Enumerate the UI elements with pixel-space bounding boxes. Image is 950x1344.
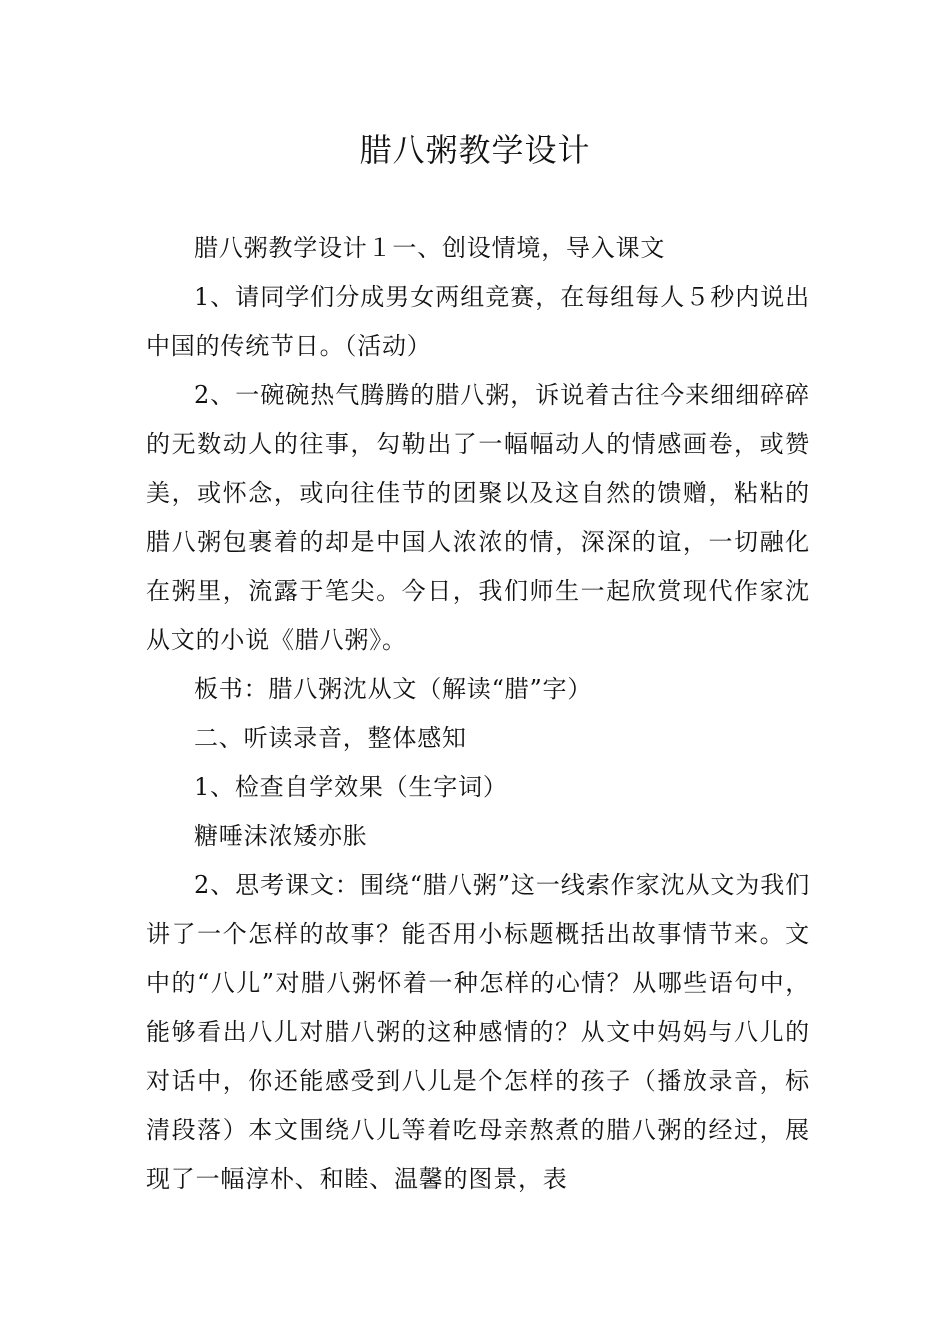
paragraph-introduction-text: 2、一碗碗热气腾腾的腊八粥，诉说着古往今来细细碎碎的无数动人的往事，勾勒出了一幅幅动人的情感画卷，或赞美，或怀念，或向往佳节的团聚以及这自然的馈赠，粘粘的腊八粥包裹着的却是中国人浓浓的情，深深的谊，一切融化在粥里，流露于笔尖。今日，我们师生一起欣赏现代作家沈从文的小说《腊八粥》。 (146, 381, 810, 654)
paragraph-blackboard: 板书：腊八粥沈从文（解读“腊”字） (194, 675, 593, 703)
paragraph-think-text: 2、思考课文：围绕“腊八粥”这一线索作家沈从文为我们讲了一个怎样的故事？能否用小标题概括出故事情节来。文中的“八儿”对腊八粥怀着一种怎样的心情？从哪些语句中，能够看出八儿对腊八粥的这种感情的？从文中妈妈与八儿的对话中，你还能感受到八儿是个怎样的孩子（播放录音，标清段落）本文围绕八儿等着吃母亲熬煮的腊八粥的经过，展现了一幅淳朴、和睦、温馨的图景，表 (146, 871, 810, 1193)
document-title: 腊八粥教学设计 (359, 131, 591, 169)
paragraph-check-vocab: 1、检查自学效果（生字词） (194, 773, 508, 801)
paragraph-intro: 腊八粥教学设计１一、创设情境，导入课文 (194, 234, 666, 262)
paragraph-vocab-list: 糖唾沫浓矮亦胀 (194, 822, 368, 850)
paragraph-activity: 1、请同学们分成男女两组竞赛，在每组每人５秒内说出中国的传统节日。（活动） (146, 283, 810, 360)
section-heading-listen: 二、听读录音，整体感知 (194, 724, 467, 752)
document-body (146, 224, 810, 1204)
